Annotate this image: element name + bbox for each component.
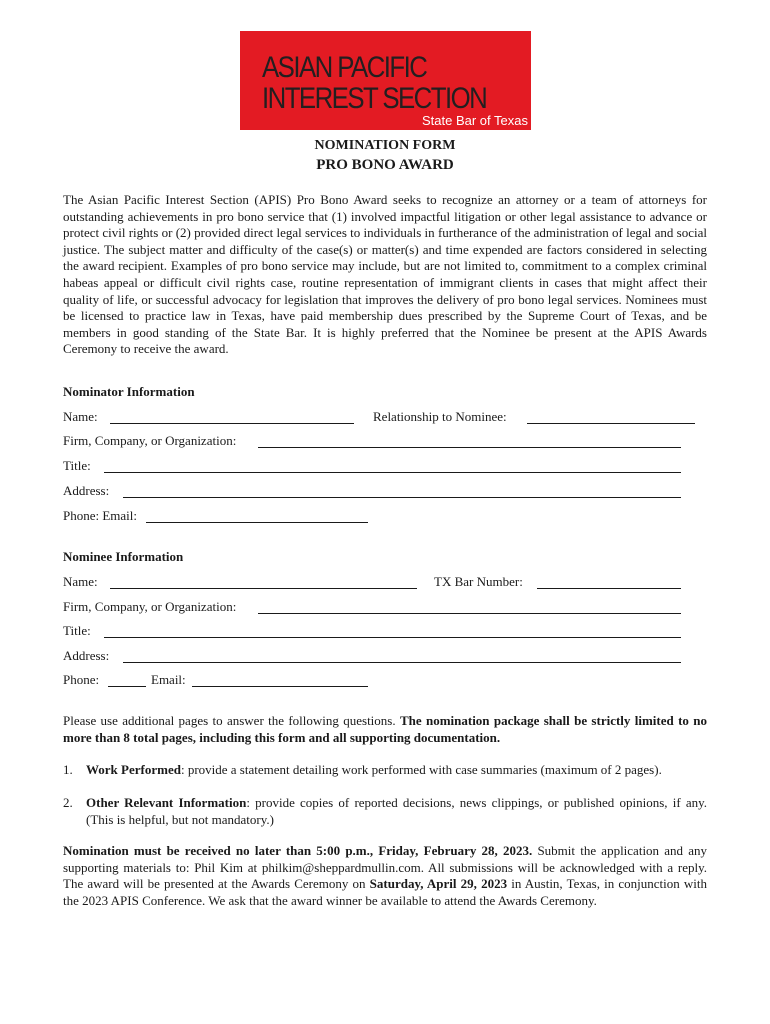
nominee-phone-label: Phone: xyxy=(63,672,100,687)
nominator-title-row xyxy=(63,458,683,476)
nominator-title-field[interactable] xyxy=(104,458,681,473)
apis-logo xyxy=(240,31,531,130)
question-number: 2. xyxy=(63,795,73,810)
nominee-name-row xyxy=(63,574,683,592)
nominee-address-label: Address: xyxy=(63,648,110,663)
nominator-name-field[interactable] xyxy=(110,409,354,424)
nominator-firm-field[interactable] xyxy=(258,433,681,448)
nominee-name-label: Name: xyxy=(63,574,98,589)
ceremony-date: Saturday, April 29, 2023 xyxy=(369,876,508,892)
nominator-email-field[interactable] xyxy=(146,508,368,523)
question-text: : provide a statement detailing work performed with case summaries (maximum of 2 pages). xyxy=(180,762,662,777)
nominator-name-label: Name: xyxy=(63,409,98,424)
nominee-firm-field[interactable] xyxy=(258,599,681,614)
nominee-address-row xyxy=(63,648,683,666)
nominee-address-field[interactable] xyxy=(123,648,681,663)
question-title: Other Relevant Information xyxy=(86,795,247,810)
question-number: 1. xyxy=(63,762,73,777)
nominator-heading: Nominator Information xyxy=(63,384,195,399)
nominee-name-field[interactable] xyxy=(110,574,417,589)
nominator-phone-email-row xyxy=(63,508,683,526)
nominee-bar-label: TX Bar Number: xyxy=(434,574,523,589)
logo-line-2: INTEREST SECTION xyxy=(262,82,487,115)
logo-line-1: ASIAN PACIFIC xyxy=(262,51,427,84)
nominator-address-label: Address: xyxy=(63,483,110,498)
award-title: PRO BONO AWARD xyxy=(316,157,454,173)
deadline-bold: Nomination must be received no later than 5:00 p.m., Friday, February 28, 2023. xyxy=(63,843,533,858)
nominee-phone-field[interactable] xyxy=(108,672,146,687)
form-title: NOMINATION FORM xyxy=(314,138,456,153)
nominator-address-row xyxy=(63,483,683,501)
nominee-phone-email-row xyxy=(63,672,683,690)
nominee-heading: Nominee Information xyxy=(63,549,184,564)
nominator-phone-email-label: Phone: Email: xyxy=(63,508,138,523)
nominee-email-field[interactable] xyxy=(192,672,368,687)
nominator-title-label: Title: xyxy=(63,458,91,473)
logo-line-3: State Bar of Texas xyxy=(422,113,528,128)
deadline-paragraph xyxy=(63,843,707,909)
nominee-email-label: Email: xyxy=(151,672,186,687)
question-text: : provide copies of reported decisions, news clippings, or published opinions, if any. (This is helpful, but not mandatory.) xyxy=(86,795,708,827)
nominator-relationship-field[interactable] xyxy=(527,409,695,424)
question-item-1 xyxy=(63,762,707,779)
nominator-firm-row xyxy=(63,433,683,451)
nominator-firm-label: Firm, Company, or Organization: xyxy=(63,433,237,448)
nominee-title-label: Title: xyxy=(63,623,91,638)
instructions-text: Please use additional pages to answer the following questions. xyxy=(63,713,400,728)
question-item-2 xyxy=(63,795,707,828)
instructions-limit: The nomination package shall be strictly limited to no more than 8 total pages, including this form and all supporting documentation. xyxy=(63,713,707,745)
nominee-title-row xyxy=(63,623,683,641)
nominee-bar-field[interactable] xyxy=(537,574,681,589)
deadline-text-1: Submit the application and any supporting materials to: Phil Kim at philkim@sheppardmullin.com. All submissions will be acknowledged with a reply. The award will be presented at the Awards Ceremony on xyxy=(63,843,707,892)
nominee-firm-label: Firm, Company, or Organization: xyxy=(63,599,237,614)
deadline-text-2: in Austin, Texas, in conjunction with the 2023 APIS Conference. We ask that the award winner be available to attend the Awards Ceremony. xyxy=(63,876,708,908)
question-title: Work Performed xyxy=(86,762,181,777)
nominator-name-row xyxy=(63,409,683,427)
nominator-address-field[interactable] xyxy=(123,483,681,498)
nominator-relationship-label: Relationship to Nominee: xyxy=(373,409,507,424)
intro-paragraph: The Asian Pacific Interest Section (APIS) Pro Bono Award seeks to recognize an attorney or a team of attorneys for outstanding achievements in pro bono service that (1) involved impactful litigation or other legal assistance to advance or protect civil rights or (2) provided direct legal services to individuals in furtherance of the administration of legal and social justice. The subject matter and difficulty of the case(s) or matter(s) and time expended are factors considered in selecting the award recipient. Examples of pro bono service may include, but are not limited to, commitment to a complex criminal habeas appeal or difficult civil rights case, routine representation of immigrant clients in cases that might affect their quality of life, or successful advocacy for legislation that improves the delivery of pro bono legal services. Nominees must be licensed to practice law in Texas, have paid membership dues prescribed by the Supreme Court of Texas, and be members in good standing of the State Bar. It is highly preferred that the Nominee be present at the APIS Awards Ceremony to receive the award. xyxy=(63,192,707,357)
instructions-paragraph xyxy=(63,713,707,746)
nominee-firm-row xyxy=(63,599,683,617)
nominee-title-field[interactable] xyxy=(104,623,681,638)
